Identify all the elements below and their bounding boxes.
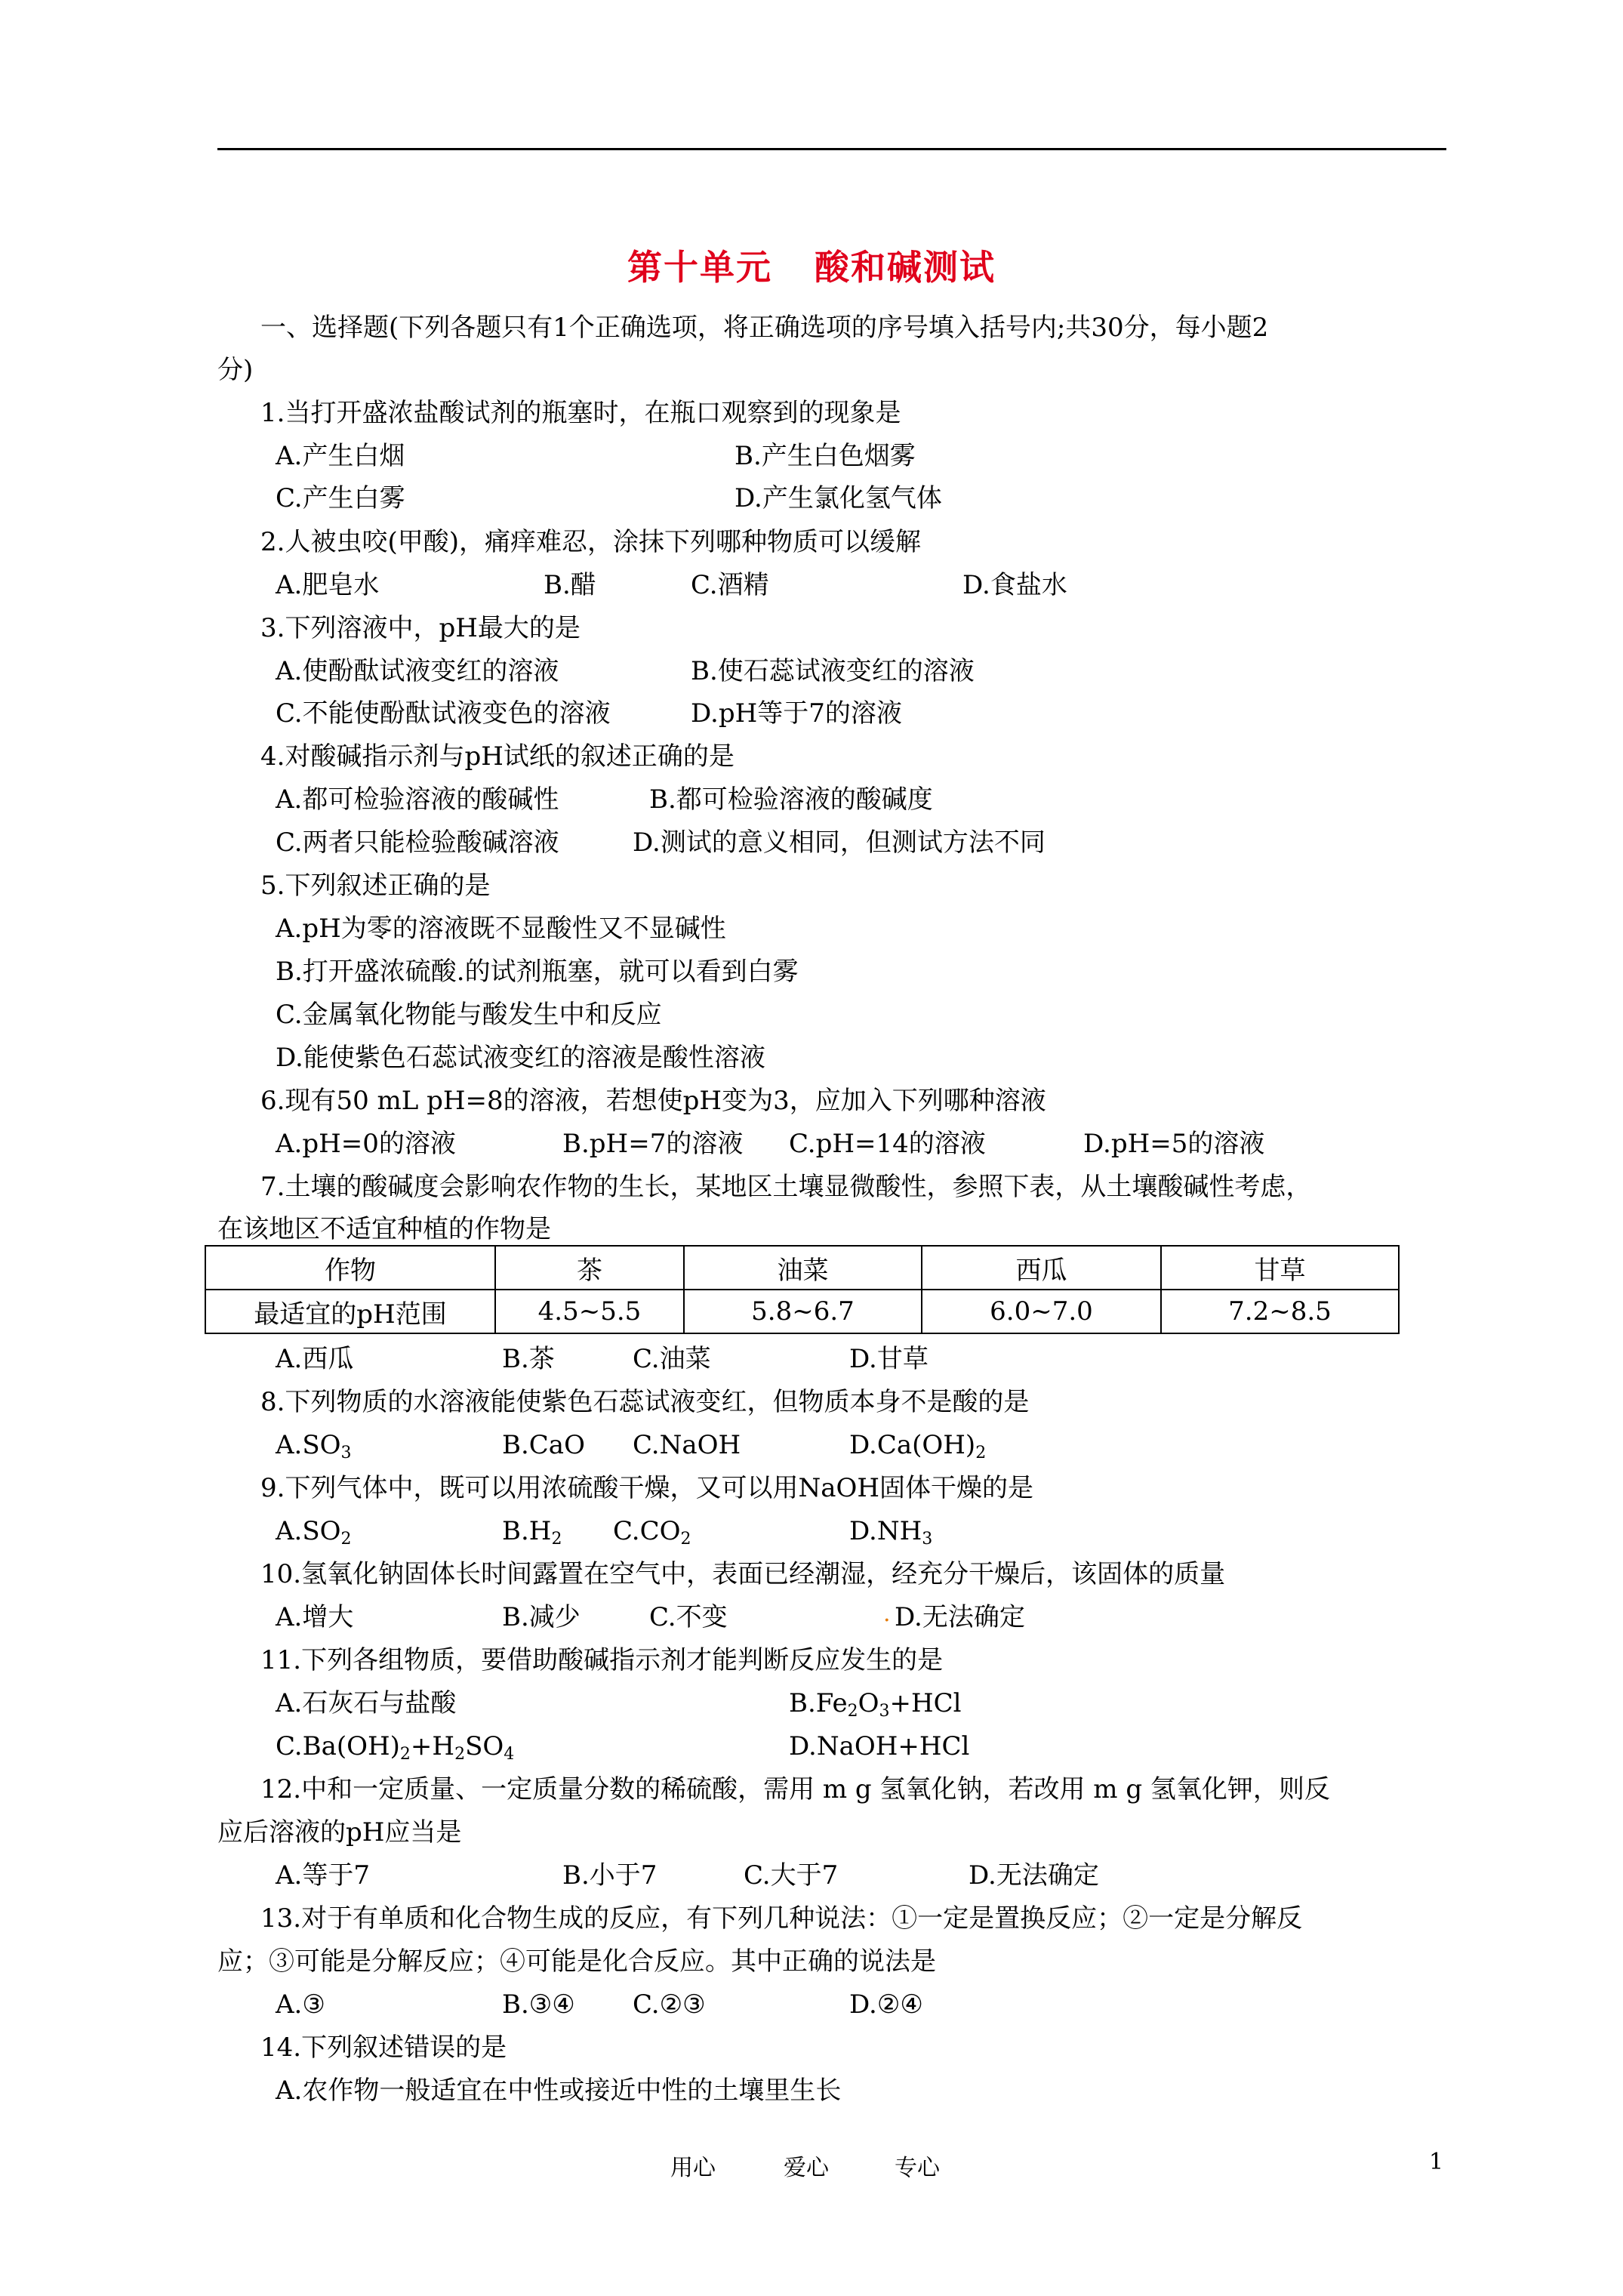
table-cell: 最适宜的pH范围 <box>205 1290 495 1333</box>
table-row <box>205 1290 1399 1333</box>
question-stem: 9.下列气体中，既可以用浓硫酸干燥，又可以用NaOH固体干燥的是 <box>260 1473 1033 1503</box>
stray-dot: . <box>883 1601 891 1627</box>
option-b: B.打开盛浓硫酸.的试剂瓶塞，就可以看到白雾 <box>276 957 799 987</box>
soil-ph-table <box>205 1245 1400 1334</box>
option-a: A.等于7 <box>276 1860 370 1891</box>
option-c: C.油菜 <box>633 1344 711 1374</box>
option-a: A.增大 <box>276 1602 354 1632</box>
table-cell: 5.8~6.7 <box>684 1290 922 1333</box>
option-b: B.产生白色烟雾 <box>735 441 916 471</box>
option-d: D.无法确定 <box>895 1602 1025 1632</box>
question-stem: 14.下列叙述错误的是 <box>260 2032 507 2063</box>
option-a: A.都可检验溶液的酸碱性 <box>276 784 559 815</box>
option-a: A.产生白烟 <box>276 441 405 471</box>
option-b: B.醋 <box>544 570 596 600</box>
option-b: B.都可检验溶液的酸碱度 <box>649 784 933 815</box>
option-b: $B.Fe_2O_3+HCl$ <box>789 1688 962 1721</box>
question-stem-cont: 应；③可能是分解反应；④可能是化合反应。其中正确的说法是 <box>217 1946 936 1977</box>
option-c: $C.CO_2$ <box>613 1516 691 1549</box>
option-d: D.pH等于7的溶液 <box>691 698 902 729</box>
option-c: C.大于7 <box>744 1860 839 1891</box>
option-d: D.甘草 <box>849 1344 929 1374</box>
footer-motto-2: 爱心 <box>784 2155 829 2181</box>
question-stem: 5.下列叙述正确的是 <box>260 871 491 901</box>
footer-motto-1: 用心 <box>670 2155 716 2181</box>
option-c: C.产生白雾 <box>276 483 405 513</box>
option-d: D.②④ <box>849 1989 923 2020</box>
option-d: D.食盐水 <box>962 570 1067 600</box>
option-b: B.茶 <box>502 1344 555 1374</box>
option-d: D.pH=5的溶液 <box>1083 1129 1265 1159</box>
question-stem-cont: 在该地区不适宜种植的作物是 <box>217 1214 551 1244</box>
option-b: $B.H_2$ <box>502 1516 562 1549</box>
question-stem: 12.中和一定质量、一定质量分数的稀硫酸，需用 m g 氢氧化钠，若改用 m g 氢氧化钾，则反 <box>260 1774 1330 1804</box>
table-header-cell: 作物 <box>205 1246 495 1290</box>
option-c: $C.Ba(OH)_2+H_2SO_4$ <box>276 1731 515 1764</box>
option-a: A.pH=0的溶液 <box>276 1129 456 1159</box>
title-unit: 第十单元 <box>627 247 772 288</box>
footer-motto-3: 专心 <box>895 2155 940 2181</box>
option-d: $D.Ca(OH)_2$ <box>849 1430 987 1462</box>
option-b: B.③④ <box>502 1989 575 2020</box>
option-b: B.使石蕊试液变红的溶液 <box>691 656 975 686</box>
question-stem: 13.对于有单质和化合物生成的反应，有下列几种说法：①一定是置换反应；②一定是分解反 <box>260 1903 1303 1934</box>
question-stem: 4.对酸碱指示剂与pH试纸的叙述正确的是 <box>260 741 735 772</box>
option-c: C.NaOH <box>633 1430 741 1460</box>
option-c: C.酒精 <box>691 570 769 600</box>
option-a: A.使酚酞试液变红的溶液 <box>276 656 559 686</box>
option-c: C.不能使酚酞试液变色的溶液 <box>276 698 611 729</box>
option-a: $A.SO_2$ <box>276 1516 352 1549</box>
option-b: B.减少 <box>502 1602 581 1632</box>
option-a: $A.SO_3$ <box>276 1430 352 1462</box>
table-header-row <box>205 1246 1399 1290</box>
question-stem: 8.下列物质的水溶液能使紫色石蕊试液变红，但物质本身不是酸的是 <box>260 1387 1030 1417</box>
option-d: D.NaOH+HCl <box>789 1731 970 1761</box>
option-c: C.两者只能检验酸碱溶液 <box>276 827 559 858</box>
table-cell: 4.5~5.5 <box>495 1290 684 1333</box>
table-header-cell: 甘草 <box>1161 1246 1399 1290</box>
option-d: D.产生氯化氢气体 <box>735 483 942 513</box>
table-header-cell: 西瓜 <box>922 1246 1161 1290</box>
option-a: A.西瓜 <box>276 1344 354 1374</box>
table-header-cell: 油菜 <box>684 1246 922 1290</box>
header-rule <box>217 148 1446 150</box>
page-title <box>0 240 1623 290</box>
question-stem-cont: 应后溶液的pH应当是 <box>217 1817 462 1848</box>
option-c: C.不变 <box>649 1602 728 1632</box>
option-d: D.测试的意义相同，但测试方法不同 <box>633 827 1046 858</box>
section-header: 一、选择题(下列各题只有1个正确选项，将正确选项的序号填入括号内;共30分，每小题2 <box>260 313 1269 343</box>
option-d: D.能使紫色石蕊试液变红的溶液是酸性溶液 <box>276 1043 765 1073</box>
question-stem: 10.氢氧化钠固体长时间露置在空气中，表面已经潮湿，经充分干燥后，该固体的质量 <box>260 1559 1226 1589</box>
question-stem: 7.土壤的酸碱度会影响农作物的生长，某地区土壤显微酸性，参照下表，从土壤酸碱性考虑， <box>260 1172 1312 1202</box>
table-header-cell: 茶 <box>495 1246 684 1290</box>
section-header-cont: 分) <box>217 355 254 385</box>
option-d: $D.NH_3$ <box>849 1516 933 1549</box>
question-stem: 6.现有50 mL pH=8的溶液，若想使pH变为3，应加入下列哪种溶液 <box>260 1086 1046 1116</box>
option-a: A.石灰石与盐酸 <box>276 1688 457 1718</box>
table-cell: 6.0~7.0 <box>922 1290 1161 1333</box>
option-b: B.CaO <box>502 1430 585 1460</box>
option-c: C.pH=14的溶液 <box>789 1129 986 1159</box>
title-subject: 酸和碱测试 <box>815 247 996 288</box>
option-a: A.肥皂水 <box>276 570 380 600</box>
option-d: D.无法确定 <box>969 1860 1099 1891</box>
table-cell: 7.2~8.5 <box>1161 1290 1399 1333</box>
question-stem: 2.人被虫咬(甲酸)，痛痒难忍，涂抹下列哪种物质可以缓解 <box>260 527 921 557</box>
page-number: 1 <box>1429 2149 1444 2175</box>
option-a: A.pH为零的溶液既不显酸性又不显碱性 <box>276 914 726 944</box>
option-b: B.pH=7的溶液 <box>562 1129 744 1159</box>
option-c: C.②③ <box>633 1989 706 2020</box>
option-b: B.小于7 <box>562 1860 658 1891</box>
option-a: A.③ <box>276 1989 325 2020</box>
option-c: C.金属氧化物能与酸发生中和反应 <box>276 1000 662 1030</box>
option-a: A.农作物一般适宜在中性或接近中性的土壤里生长 <box>276 2076 842 2106</box>
question-stem: 11.下列各组物质，要借助酸碱指示剂才能判断反应发生的是 <box>260 1645 944 1675</box>
question-stem: 1.当打开盛浓盐酸试剂的瓶塞时，在瓶口观察到的现象是 <box>260 398 901 428</box>
question-stem: 3.下列溶液中，pH最大的是 <box>260 613 581 643</box>
